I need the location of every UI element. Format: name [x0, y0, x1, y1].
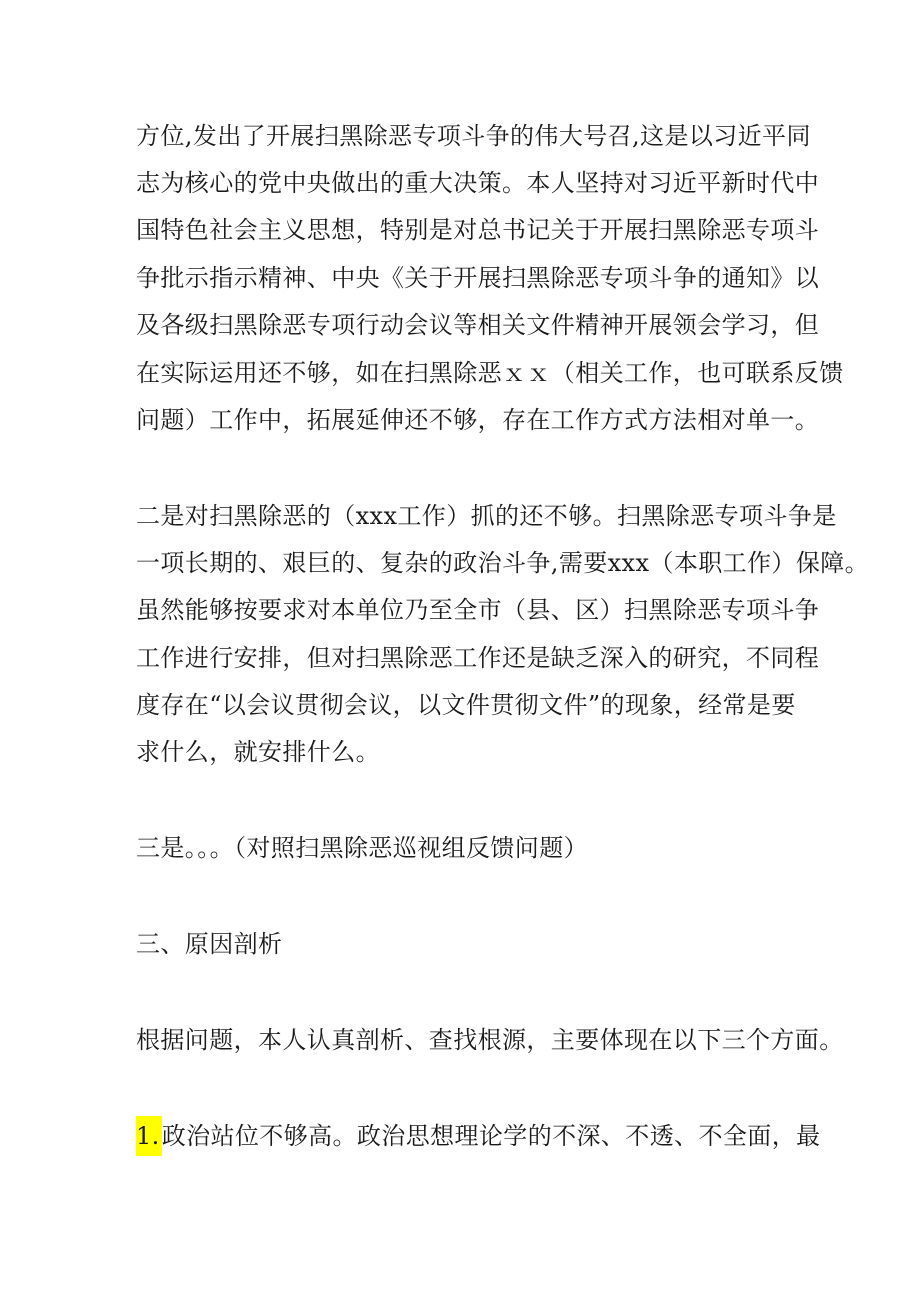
item-number-highlight: 1. [136, 1116, 162, 1156]
paragraph-line: 一项长期的、艰巨的、复杂的政治斗争,需要xxx（本职工作）保障。 [136, 549, 870, 577]
paragraph-line: 虽然能够按要求对本单位乃至全市（县、区）扫黑除恶专项斗争 [136, 596, 820, 624]
paragraph-line: 工作进行安排，但对扫黑除恶工作还是缺乏深入的研究，不同程 [136, 644, 820, 672]
paragraph-line: 争批示指示精神、中央《关于开展扫黑除恶专项斗争的通知》以 [136, 264, 820, 292]
paragraph-line: 度存在“以会议贯彻会议，以文件贯彻文件”的现象，经常是要 [136, 691, 796, 719]
paragraph-line: 志为核心的党中央做出的重大决策。本人坚持对习近平新时代中 [136, 169, 820, 197]
paragraph-line: 国特色社会主义思想，特别是对总书记关于开展扫黑除恶专项斗 [136, 216, 820, 244]
paragraph-line: 在实际运用还不够，如在扫黑除恶ｘｘ（相关工作，也可联系反馈 [136, 359, 844, 387]
paragraph-3: 三是。。。（对照扫黑除恶巡视组反馈问题） [136, 834, 588, 862]
list-item-1 [136, 1116, 821, 1156]
paragraph-line: 方位,发出了开展扫黑除恶专项斗争的伟大号召,这是以习近平同 [136, 122, 811, 150]
paragraph-4: 根据问题，本人认真剖析、查找根源，主要体现在以下三个方面。 [136, 1026, 844, 1054]
paragraph-line: 及各级扫黑除恶专项行动会议等相关文件精神开展领会学习，但 [136, 311, 820, 339]
paragraph-line: 二是对扫黑除恶的（xxx工作）抓的还不够。扫黑除恶专项斗争是 [136, 502, 837, 530]
item-text: 政治站位不够高。政治思想理论学的不深、不透、不全面，最 [161, 1122, 821, 1150]
paragraph-line: 求什么，就安排什么。 [136, 738, 380, 766]
section-heading: 三、原因剖析 [136, 930, 283, 958]
paragraph-line: 问题）工作中，拓展延伸还不够，存在工作方式方法相对单一。 [136, 406, 820, 434]
